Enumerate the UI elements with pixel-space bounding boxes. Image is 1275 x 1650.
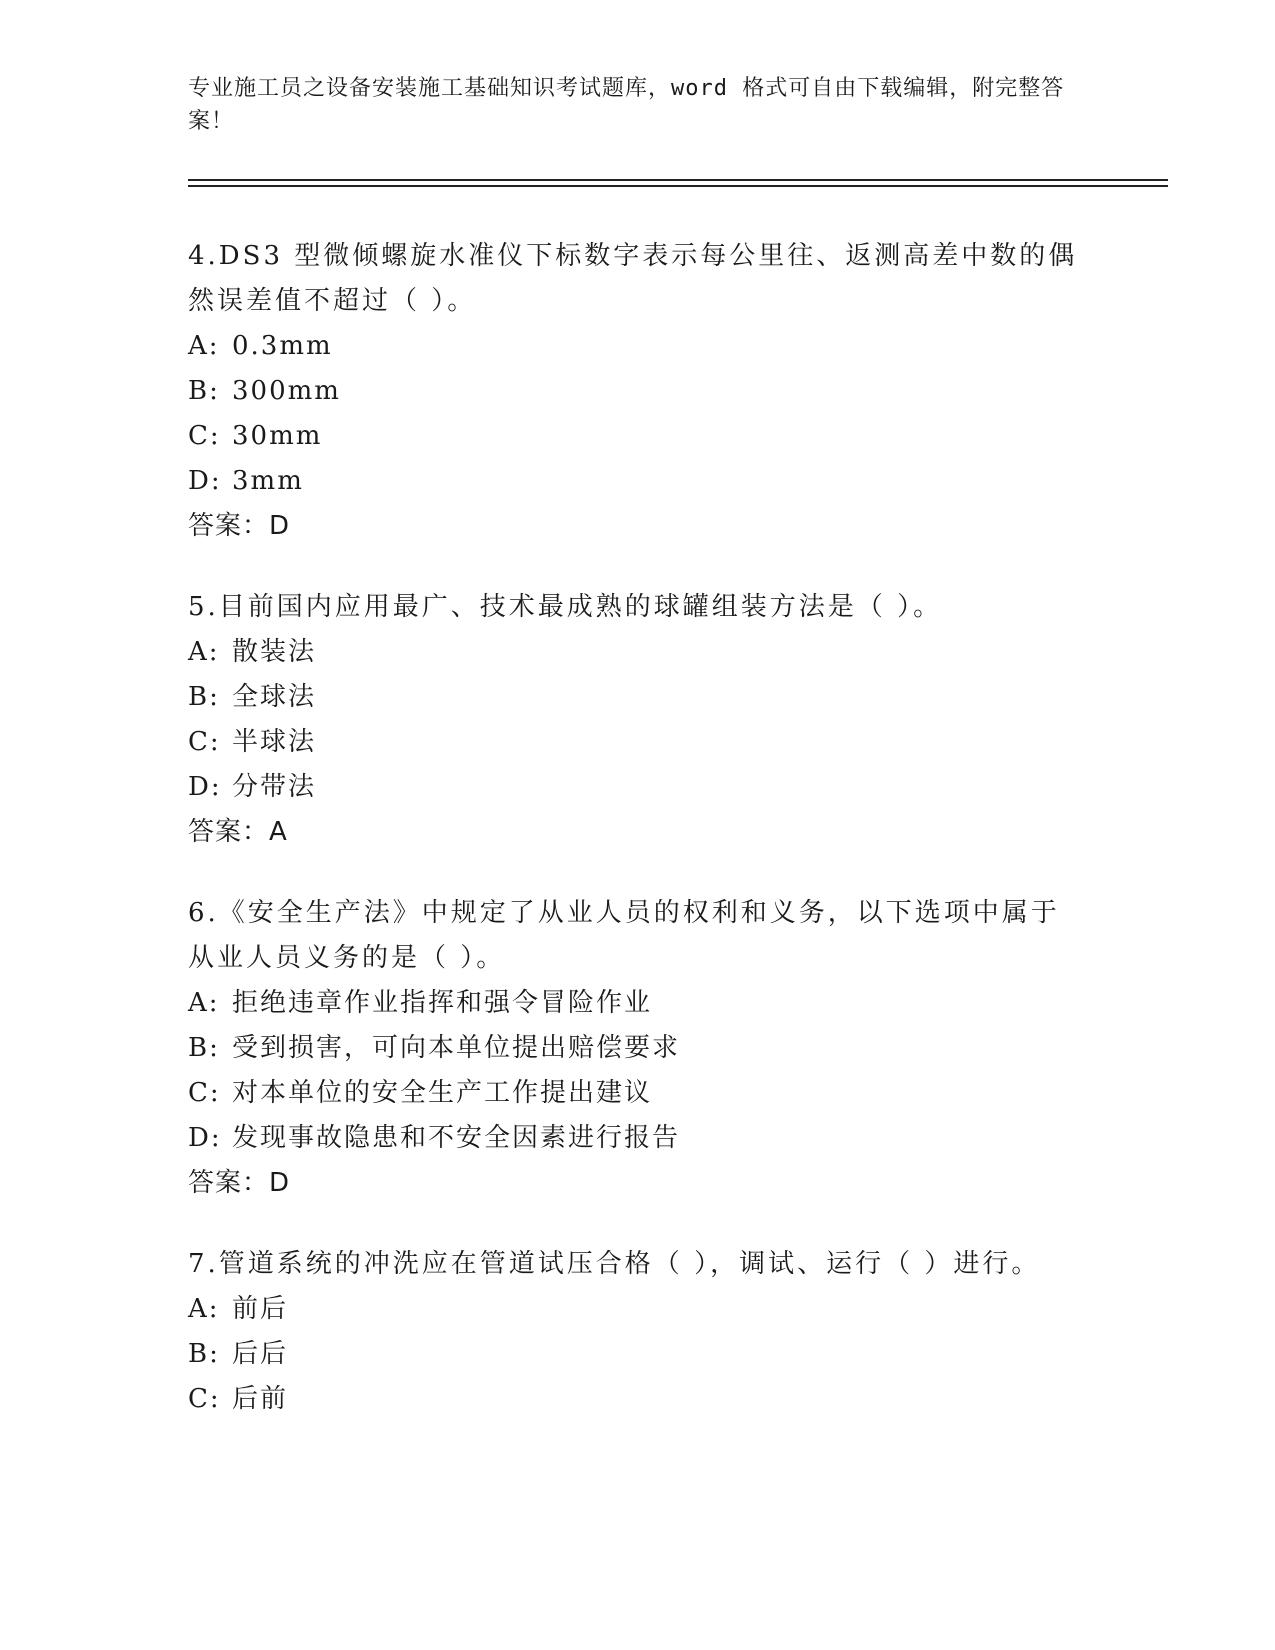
option-d [188, 1116, 1088, 1161]
option-key: C: [188, 1384, 221, 1414]
option-value: 散装法 [232, 637, 317, 667]
option-value: 拒绝违章作业指挥和强令冒险作业 [232, 988, 653, 1018]
option-c [188, 414, 1088, 459]
question-item [188, 891, 1088, 1206]
option-value: 对本单位的安全生产工作提出建议 [232, 1078, 653, 1108]
option-b [188, 1332, 1088, 1377]
question-item [188, 234, 1088, 549]
option-key: B: [188, 1033, 220, 1063]
answer-line: 答案：D [188, 1168, 291, 1198]
option-b [188, 369, 1088, 414]
question-text: 5.目前国内应用最广、技术最成熟的球罐组装方法是（ ）。 [188, 592, 943, 622]
option-value: 30mm [232, 421, 323, 451]
option-value: 发现事故隐患和不安全因素进行报告 [232, 1123, 681, 1153]
option-value: 3mm [232, 466, 304, 496]
option-value: 受到损害，可向本单位提出赔偿要求 [232, 1033, 681, 1063]
option-value: 分带法 [232, 772, 317, 802]
option-a [188, 1287, 1088, 1332]
question-list [188, 234, 1088, 1458]
option-a [188, 630, 1088, 675]
option-key: C: [188, 421, 221, 451]
answer-line: 答案：D [188, 511, 291, 541]
option-key: C: [188, 1078, 221, 1108]
question-item [188, 585, 1088, 855]
option-value: 0.3mm [232, 331, 333, 361]
header-divider-bottom [188, 185, 1168, 187]
option-d [188, 765, 1088, 810]
option-a [188, 324, 1088, 369]
option-b [188, 675, 1088, 720]
option-b [188, 1026, 1088, 1071]
option-c [188, 720, 1088, 765]
option-a [188, 981, 1088, 1026]
option-value: 后后 [232, 1339, 289, 1369]
option-key: B: [188, 682, 220, 712]
header-divider-top [188, 179, 1168, 181]
option-key: D: [188, 466, 222, 496]
option-key: B: [188, 376, 220, 406]
question-text: 6.《安全生产法》中规定了从业人员的权利和义务，以下选项中属于从业人员义务的是（ ）。 [188, 898, 1060, 973]
question-text: 4.DS3 型微倾螺旋水准仪下标数字表示每公里往、返测高差中数的偶然误差值不超过（ ）。 [188, 241, 1078, 316]
option-d [188, 459, 1088, 504]
document-header: 专业施工员之设备安装施工基础知识考试题库，word 格式可自由下载编辑，附完整答案！ [188, 76, 1065, 134]
option-value: 300mm [232, 376, 341, 406]
option-key: D: [188, 772, 222, 802]
option-value: 半球法 [232, 727, 317, 757]
option-c [188, 1377, 1088, 1422]
question-text: 7.管道系统的冲洗应在管道试压合格（ ），调试、运行（ ）进行。 [188, 1249, 1041, 1279]
option-key: A: [188, 637, 220, 667]
option-key: B: [188, 1339, 220, 1369]
option-key: A: [188, 1294, 220, 1324]
option-key: A: [188, 988, 220, 1018]
option-value: 全球法 [232, 682, 317, 712]
option-value: 前后 [232, 1294, 289, 1324]
question-item [188, 1242, 1088, 1422]
option-c [188, 1071, 1088, 1116]
option-key: D: [188, 1123, 222, 1153]
option-key: C: [188, 727, 221, 757]
option-key: A: [188, 331, 220, 361]
option-value: 后前 [232, 1384, 289, 1414]
answer-line: 答案：A [188, 817, 288, 847]
